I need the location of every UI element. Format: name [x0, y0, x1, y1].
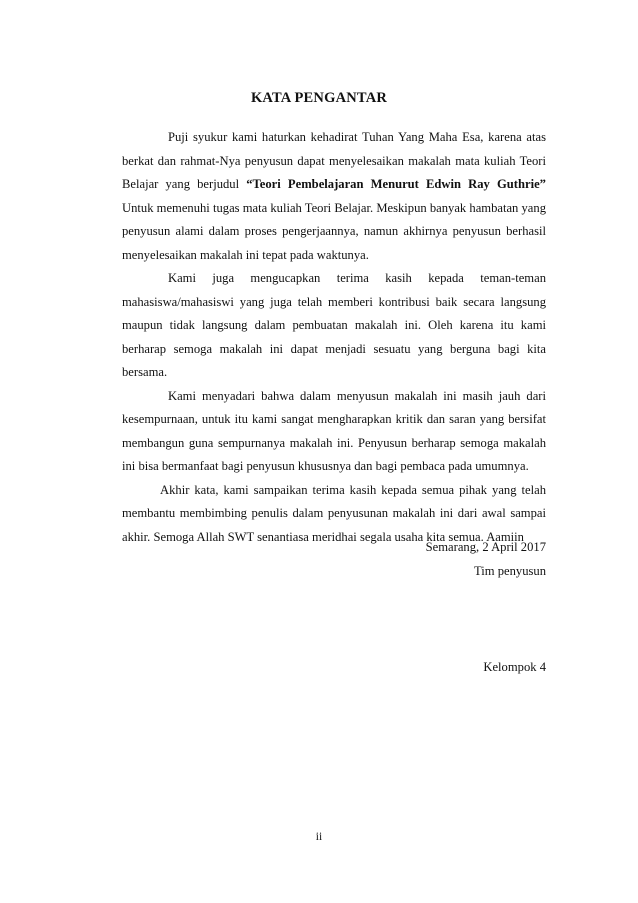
document-body [122, 126, 546, 549]
page-number: ii [315, 831, 323, 843]
paragraph-2: Kami juga mengucapkan terima kasih kepada teman-teman mahasiswa/mahasiswi yang juga telah memberi kontribusi baik secara langsung maupun tidak langsung dalam pembuatan makalah ini. Oleh karena itu kami berharap semoga makalah ini dapat menjadi sesuatu yang berguna bagi kita bersama. [122, 271, 546, 379]
paragraph-1-text-a: Puji syukur kami haturkan kehadirat Tuhan Yang Maha Esa, karena atas berkat dan rahmat-Nya penyusun dapat menyelesaikan makalah mata kuliah Teori Belajar yang berjudul [122, 130, 546, 191]
paragraph-4: Akhir kata, kami sampaikan terima kasih kepada semua pihak yang telah membantu membimbing penulis dalam penyusunan makalah ini dari awal sampai akhir. Semoga Allah SWT senantiasa meridhai segala usaha kita semua. Aamiin [122, 482, 546, 544]
author-group: Kelompok 4 [483, 660, 546, 674]
page-title: KATA PENGANTAR [250, 90, 388, 106]
place-date: Semarang, 2 April 2017 [425, 540, 546, 554]
paragraph-1-text-b: Untuk memenuhi tugas mata kuliah Teori Belajar. Meskipun banyak hambatan yang penyusun alami dalam proses pengerjaannya, namun akhirnya penyusun berhasil menyelesaikan makalah ini tepat pada waktunya. [122, 200, 546, 262]
paragraph-3: Kami menyadari bahwa dalam menyusun makalah ini masih jauh dari kesempurnaan, untuk itu kami sangat mengharapkan kritik dan saran yang bersifat membangun guna sempurnanya makalah ini. Penyusun berharap semoga makalah ini bisa bermanfaat bagi penyusun khususnya dan bagi pembaca pada umumnya. [122, 388, 546, 473]
author-team: Tim penyusun [474, 564, 546, 578]
paper-title-bold: “Teori Pembelajaran Menurut Edwin Ray Guthrie” [246, 177, 546, 191]
paragraph-1 [122, 126, 546, 267]
